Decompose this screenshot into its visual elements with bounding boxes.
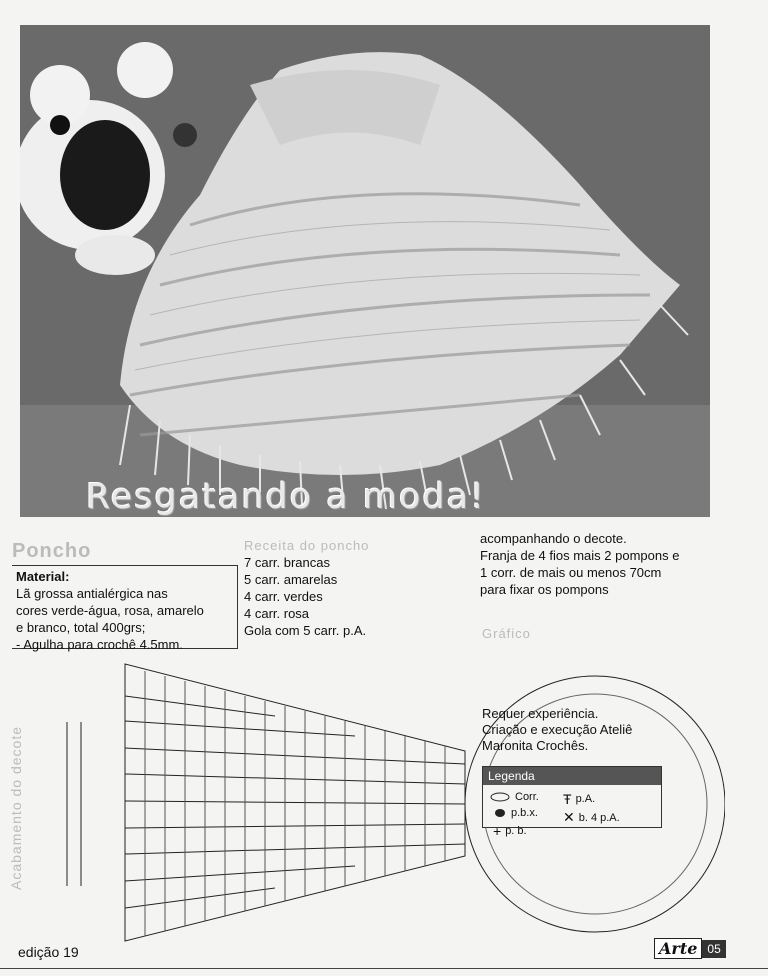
- photo-illustration: [20, 25, 710, 517]
- recipe-line: Gola com 5 carr. p.A.: [244, 623, 367, 638]
- decote-strip: [67, 722, 81, 886]
- recipe-line: 4 carr. rosa: [244, 606, 310, 621]
- recipe-title: Receita do poncho: [244, 538, 370, 553]
- legend-pa: Ŧ p.A.: [563, 791, 596, 807]
- instruction-line: 1 corr. de mais ou menos 70cm: [480, 565, 662, 580]
- legend-title: Legenda: [483, 767, 661, 785]
- chain-icon: [489, 792, 511, 802]
- double-crochet-icon: Ŧ: [563, 791, 572, 807]
- headline: Resgatando a moda!: [86, 477, 487, 517]
- section-title: Poncho: [12, 540, 92, 562]
- instructions-column: [480, 530, 720, 598]
- divider: [0, 968, 768, 969]
- credits-line: Maronita Crochês.: [482, 738, 589, 753]
- legend-pbx: p.b.x.: [493, 807, 538, 819]
- cluster-icon: ✕: [563, 809, 575, 825]
- recipe-column: [244, 537, 444, 639]
- chart-label: Gráfico: [482, 626, 531, 641]
- legend-box: [482, 766, 662, 839]
- decote-label: Acabamento do decote: [8, 726, 24, 890]
- material-line: e branco, total 400grs;: [16, 620, 146, 635]
- material-line: - Agulha para crochê 4.5mm.: [16, 637, 183, 652]
- brand-logo: Arte: [654, 938, 702, 959]
- credits-line: Requer experiência.: [482, 706, 599, 721]
- recipe-line: 4 carr. verdes: [244, 589, 323, 604]
- legend-pb: + p. b.: [493, 823, 527, 839]
- single-crochet-icon: +: [493, 823, 502, 839]
- credits: [482, 706, 632, 754]
- legend-b4pa: ✕ b. 4 p.A.: [563, 809, 620, 825]
- credits-line: Criação e execução Ateliê: [482, 722, 633, 737]
- material-line: Lã grossa antialérgica nas: [16, 586, 168, 601]
- instruction-line: acompanhando o decote.: [480, 531, 627, 546]
- page-footer: [654, 938, 726, 959]
- material-label: Material:: [16, 569, 70, 584]
- instruction-line: Franja de 4 fios mais 2 pompons e: [480, 548, 680, 563]
- recipe-line: 7 carr. brancas: [244, 555, 330, 570]
- recipe-line: 5 carr. amarelas: [244, 572, 338, 587]
- edition-label: edição 19: [18, 944, 79, 960]
- legend-corr: Corr.: [489, 791, 539, 803]
- instruction-line: para fixar os pompons: [480, 582, 609, 597]
- page-number: 05: [702, 940, 725, 958]
- poncho-photo: [20, 25, 710, 517]
- material-box: [12, 565, 238, 652]
- slip-stitch-icon: [493, 808, 507, 818]
- material-line: cores verde-água, rosa, amarelo: [16, 603, 204, 618]
